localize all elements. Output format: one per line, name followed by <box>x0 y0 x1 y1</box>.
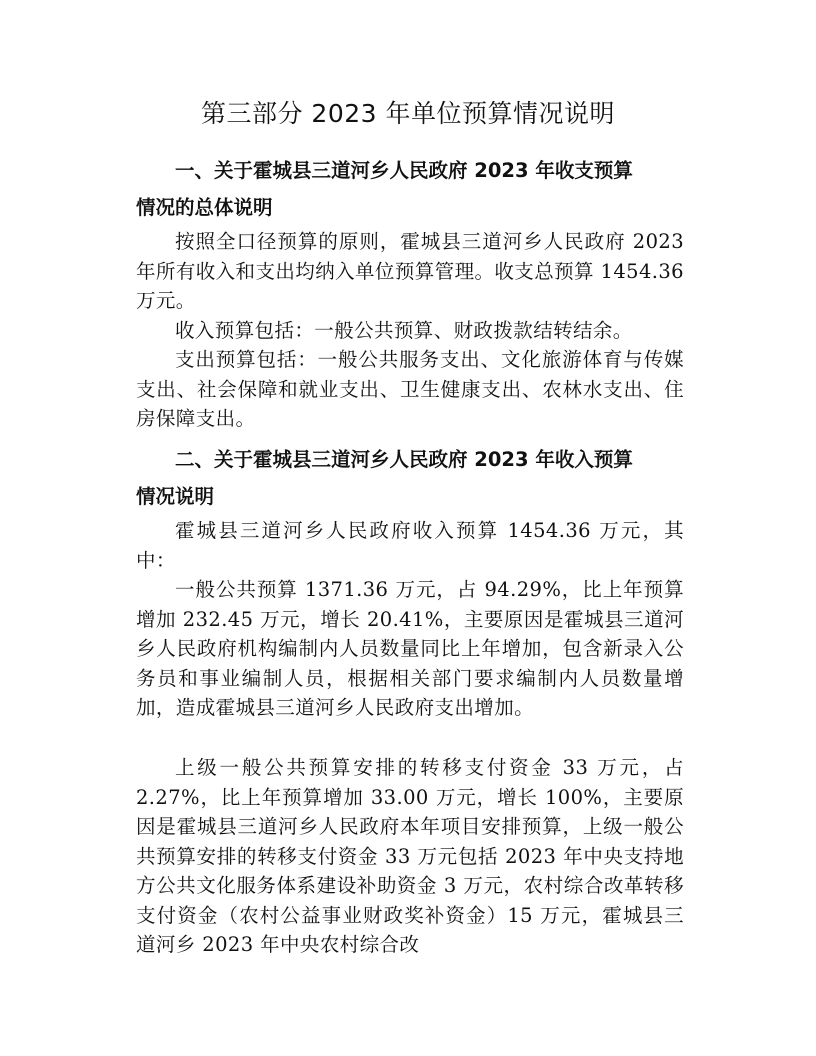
page-title: 第三部分 2023 年单位预算情况说明 <box>200 99 616 128</box>
section2-paragraph-2: 一般公共预算 1371.36 万元，占 94.29%，比上年预算增加 232.45 万元，增长 20.41%，主要原因是霍城县三道河乡人民政府机构编制内人员数量同比上年增加，包含新录入公务员和事业编制人员，根据相关部门要求编制内人员数量增加，造成霍城县三道河乡人民政府支出增加。 <box>136 578 684 719</box>
section1-paragraph-1: 按照全口径预算的原则，霍城县三道河乡人民政府 2023 年所有收入和支出均纳入单位预算管理。收支总预算 1454.36 万元。 <box>136 230 684 312</box>
section1-paragraph-2: 收入预算包括：一般公共预算、财政拨款结转结余。 <box>175 319 633 342</box>
section2-heading-line1: 二、关于霍城县三道河乡人民政府 2023 年收入预算 <box>175 448 633 471</box>
section1-heading-line2: 情况的总体说明 <box>136 196 273 219</box>
section2-heading-line2: 情况说明 <box>136 485 215 508</box>
section1-paragraph-3: 支出预算包括：一般公共服务支出、文化旅游体育与传媒支出、社会保障和就业支出、卫生健康支出、农林水支出、住房保障支出。 <box>136 348 684 430</box>
section2-paragraph-3: 上级一般公共预算安排的转移支付资金 33 万元，占 2.27%，比上年预算增加 33.00 万元，增长 100%，主要原因是霍城县三道河乡人民政府本年项目安排预算，上级一般公共预算安排的转移支付资金 33 万元包括 2023 年中央支持地方公共文化服务体系建设补助资金 3 万元，农村综合改革转移支付资金（农村公益事业财政奖补资金）15 万元，霍城县三道河乡 2023 年中央农村综合改 <box>136 756 684 956</box>
section2-heading <box>136 441 684 515</box>
section1-heading-line1: 一、关于霍城县三道河乡人民政府 2023 年收支预算 <box>175 159 633 182</box>
section1-heading <box>136 152 684 226</box>
section2-paragraph-1: 霍城县三道河乡人民政府收入预算 1454.36 万元，其中： <box>136 519 684 572</box>
